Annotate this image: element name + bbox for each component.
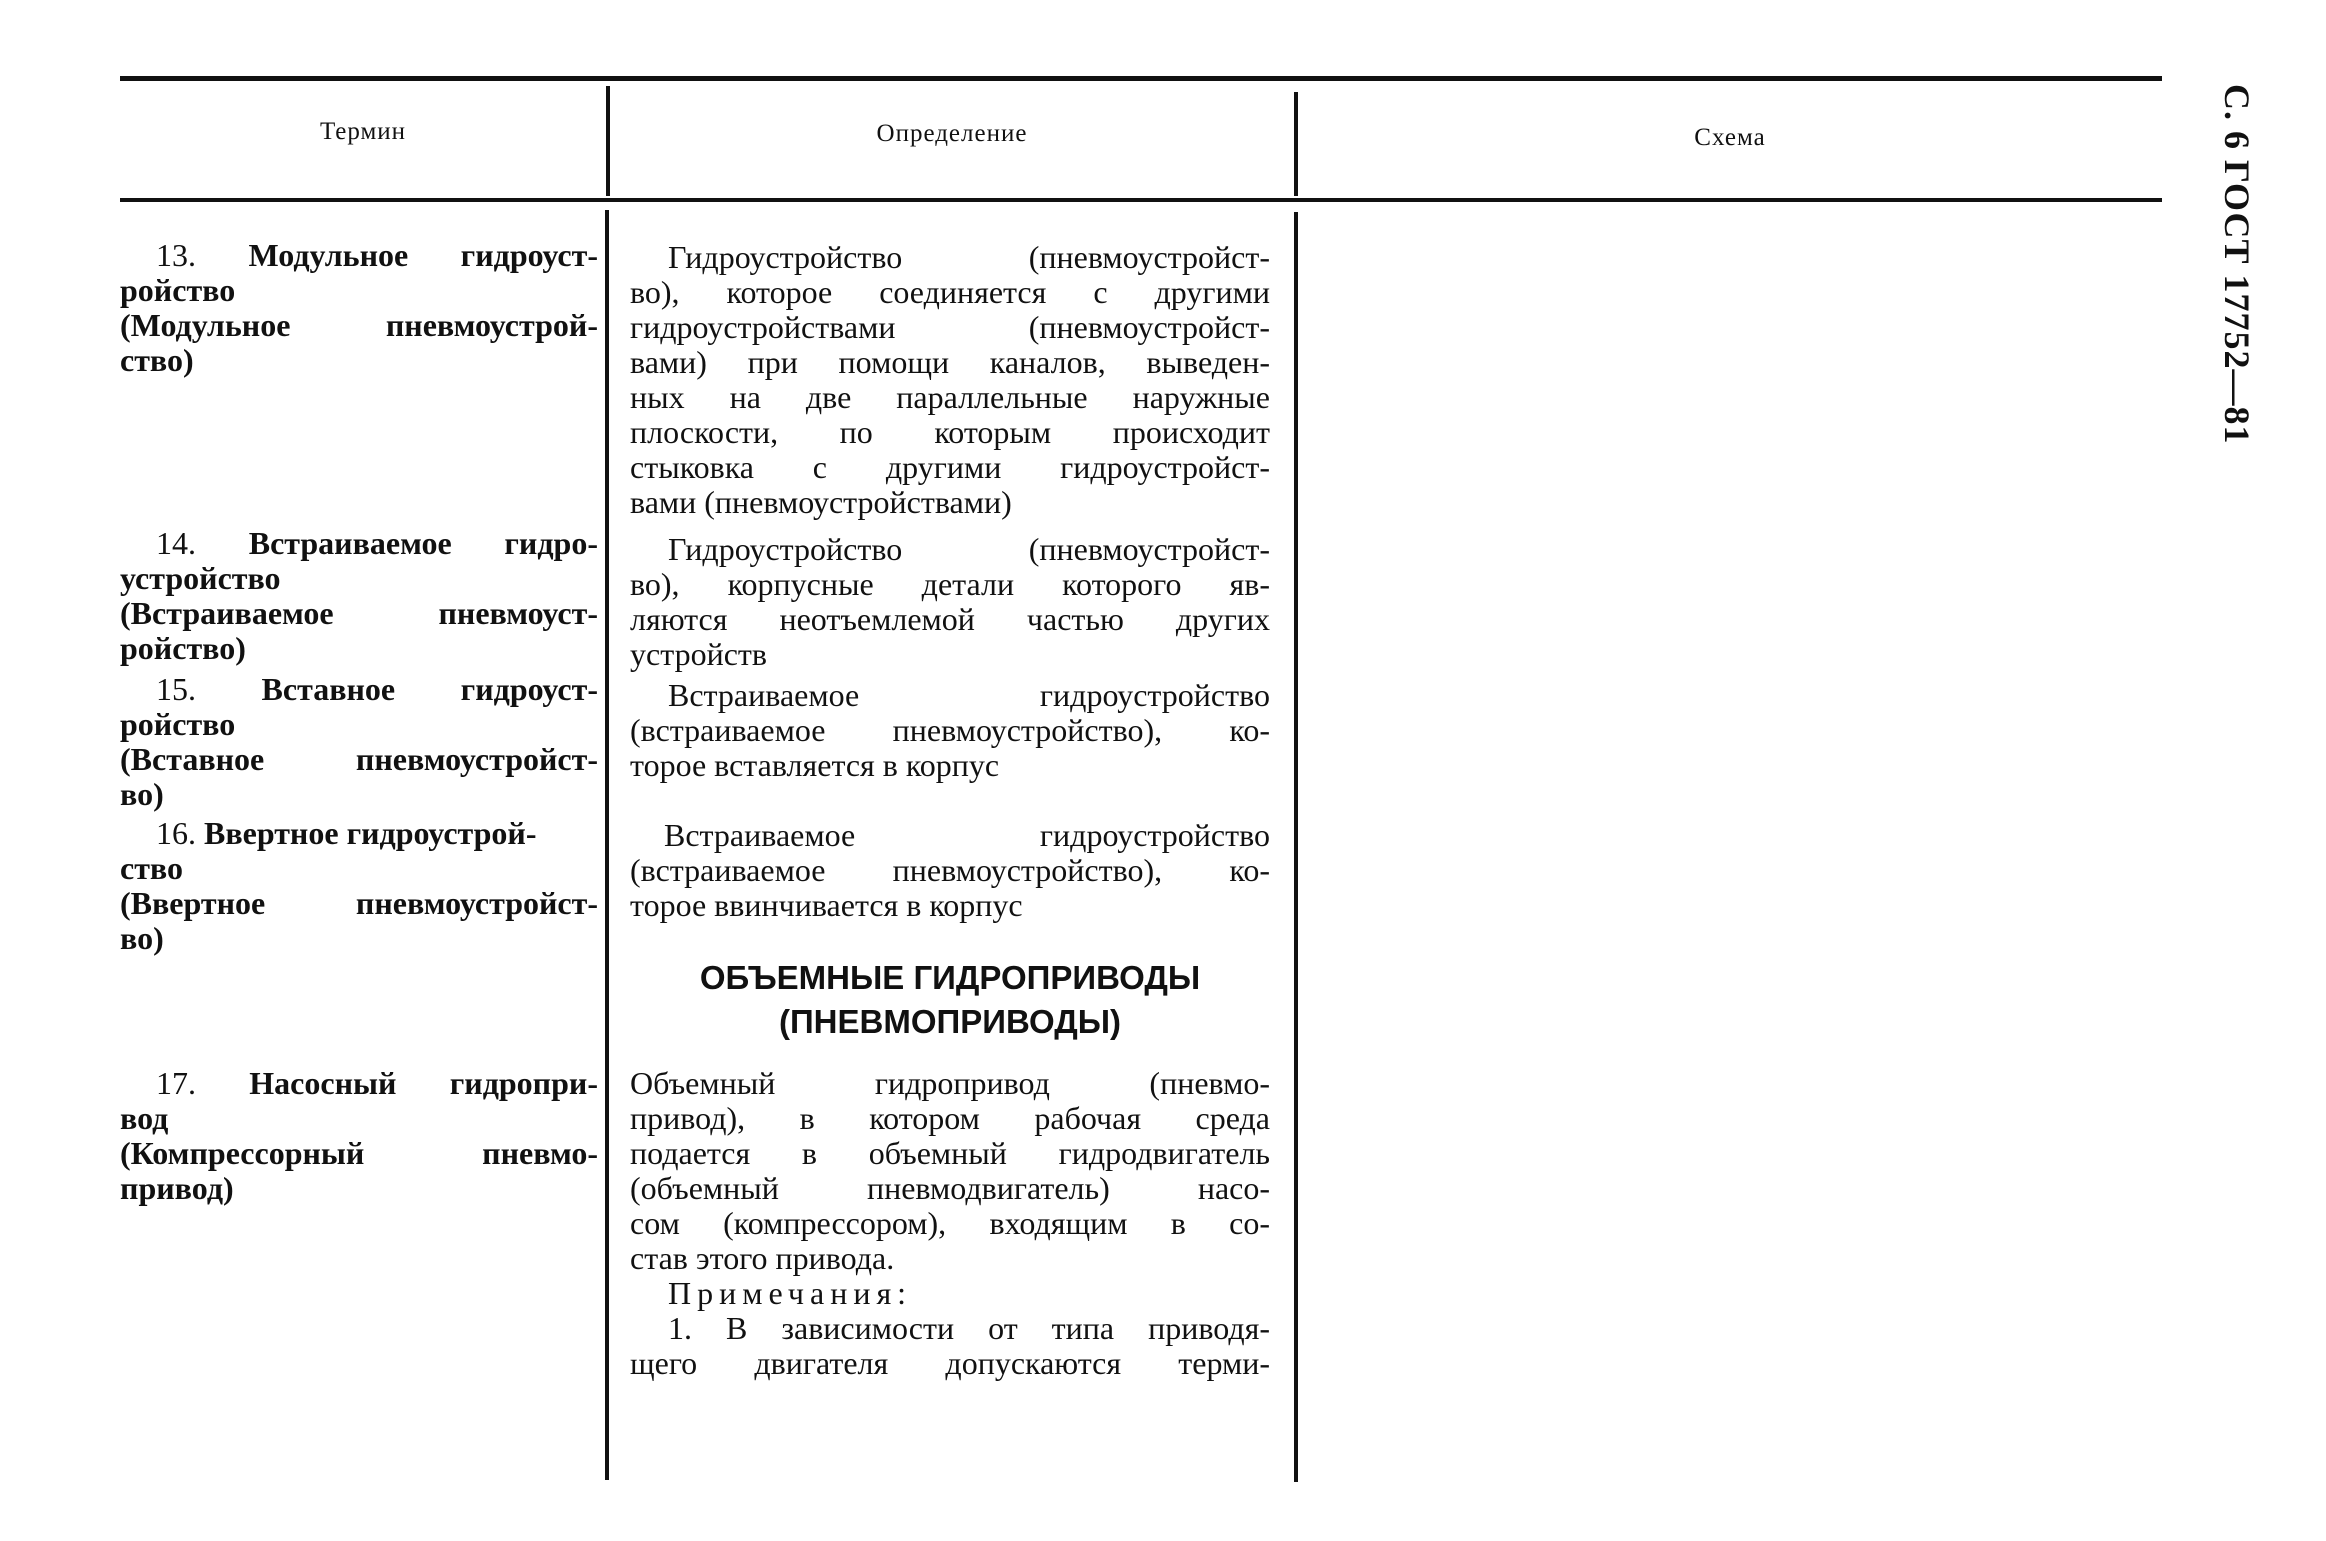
section-heading	[630, 956, 1270, 1044]
definition-line: Гидроустройство (пневмоустройст-	[668, 239, 1270, 275]
definition-line: Гидроустройство (пневмоустройст-	[668, 531, 1270, 567]
term-line: ройство	[120, 272, 236, 308]
definition-entry-13	[630, 240, 1270, 520]
definition-line: (встраиваемое пневмоустройство), ко-	[630, 712, 1270, 748]
term-title: Встраиваемое гидро-	[248, 525, 598, 561]
definition-line: во), которое соединяется с другими	[630, 274, 1270, 310]
term-line: ство)	[120, 342, 194, 378]
definition-line: стыковка с другими гидроустройст-	[630, 449, 1270, 485]
definition-line: торое вставляется в корпус	[630, 747, 1000, 783]
section-heading-line-1: ОБЪЕМНЫЕ ГИДРОПРИВОДЫ	[699, 959, 1201, 996]
term-line: вод	[120, 1100, 169, 1136]
term-entry-17	[120, 1066, 598, 1206]
term-number: 15.	[156, 671, 196, 707]
term-entry-13	[120, 238, 598, 378]
column-divider-2-body	[1294, 212, 1298, 1482]
term-line: (Встраиваемое пневмоуст-	[120, 595, 598, 631]
term-number: 16.	[156, 815, 196, 851]
term-line: во)	[120, 776, 164, 812]
header-term: Термин	[319, 118, 407, 145]
definition-line: плоскости, по которым происходит	[630, 414, 1270, 450]
definition-entry-14	[630, 532, 1270, 672]
term-number: 17.	[156, 1065, 196, 1101]
term-line: устройство	[120, 560, 281, 596]
term-line: во)	[120, 920, 164, 956]
definition-line: во), корпусные детали которого яв-	[630, 566, 1270, 602]
definition-line: сом (компрессором), входящим в со-	[630, 1205, 1270, 1241]
page-label	[2200, 84, 2260, 444]
term-line	[120, 526, 598, 561]
term-line: (Вставное пневмоустройст-	[120, 741, 598, 777]
term-line: ройство)	[120, 630, 246, 666]
table-top-rule	[120, 76, 2162, 81]
definition-line: ляются неотъемлемой частью других	[630, 601, 1270, 637]
definition-line: ных на две параллельные наружные	[630, 379, 1270, 415]
term-line: (Компрессорный пневмо-	[120, 1135, 598, 1171]
term-title: Ввертное гидроустрой-	[204, 815, 537, 851]
definition-line: привод), в котором рабочая среда	[630, 1100, 1270, 1136]
notes-label: Примечания:	[668, 1275, 913, 1311]
term-title: Насосный гидропри-	[249, 1065, 598, 1101]
term-entry-16	[120, 816, 598, 956]
term-title: Вставное гидроуст-	[261, 671, 598, 707]
definition-line: (объемный пневмодвигатель) насо-	[630, 1170, 1270, 1206]
header-definition: Определение	[876, 120, 1028, 147]
term-line: ство	[120, 850, 183, 886]
definition-line: вами (пневмоустройствами)	[630, 484, 1012, 520]
term-number: 14.	[156, 525, 196, 561]
term-line: ройство	[120, 706, 236, 742]
definition-line: щего двигателя допускаются терми-	[630, 1345, 1270, 1381]
definition-line: 1. В зависимости от типа приводя-	[668, 1310, 1270, 1346]
definition-line: (встраиваемое пневмоустройство), ко-	[630, 852, 1270, 888]
term-line	[120, 672, 598, 707]
term-entry-14	[120, 526, 598, 666]
definition-line: Объемный гидропривод (пневмо-	[630, 1065, 1270, 1101]
definition-line: гидроустройствами (пневмоустройст-	[630, 309, 1270, 345]
definition-line: вами) при помощи каналов, выведен-	[630, 344, 1270, 380]
definition-entry-15	[630, 678, 1270, 783]
definition-entry-17	[630, 1066, 1270, 1381]
term-line: (Ввертное пневмоустройст-	[120, 885, 598, 921]
section-heading-line-2: (ПНЕВМОПРИВОДЫ)	[778, 1003, 1122, 1040]
definition-line: Встраиваемое гидроустройство	[664, 817, 1270, 853]
term-title: Модульное гидроуст-	[248, 237, 598, 273]
column-divider-1-body	[605, 210, 609, 1480]
definition-line: устройств	[630, 636, 767, 672]
header-scheme: Схема	[1694, 124, 1766, 151]
term-line	[120, 1066, 598, 1101]
term-line	[120, 816, 598, 851]
definition-line: подается в объемный гидродвигатель	[630, 1135, 1270, 1171]
definition-line: став этого привода.	[630, 1240, 895, 1276]
definition-line: торое ввинчивается в корпус	[630, 887, 1023, 923]
term-line: привод)	[120, 1170, 234, 1206]
page-number-label: С. 6 ГОСТ 17752—81	[2217, 84, 2257, 445]
table-header-rule	[120, 198, 2162, 202]
definition-line: Встраиваемое гидроустройство	[668, 677, 1270, 713]
definition-entry-16	[630, 818, 1270, 923]
term-line	[120, 238, 598, 273]
term-entry-15	[120, 672, 598, 812]
term-number: 13.	[156, 237, 196, 273]
term-line: (Модульное пневмоустрой-	[120, 307, 598, 343]
